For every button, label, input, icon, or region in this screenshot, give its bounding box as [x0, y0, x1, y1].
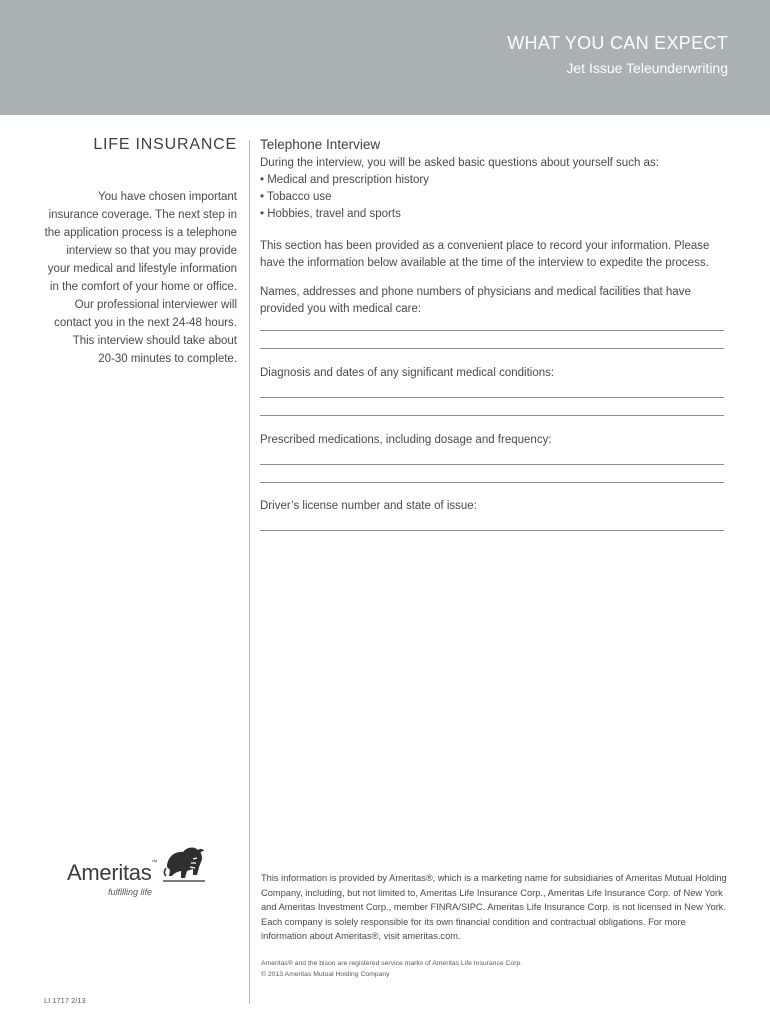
trademark-notice [261, 958, 727, 980]
column-divider [249, 140, 250, 1004]
interview-topics-list [260, 172, 724, 223]
interview-intro: During the interview, you will be asked basic questions about yourself such as: [260, 157, 659, 169]
page-subtitle: Jet Issue Teleunderwriting [566, 60, 728, 76]
medications-field-label: Prescribed medications, including dosage and frequency: [260, 434, 552, 446]
intro-line: You have chosen important [98, 191, 237, 203]
intro-line: contact you in the next 24-48 hours. [54, 317, 237, 329]
drivers-license-entry-line[interactable] [260, 530, 724, 531]
intro-line: Our professional interviewer will [74, 299, 237, 311]
instructions-text: This section has been provided as a convenient place to record your information. Please have the information below available at the time of the interview to expedite the process. [260, 240, 710, 269]
intro-line: 20-30 minutes to complete. [98, 353, 237, 365]
intro-line: interview so that you may provide [66, 245, 237, 257]
logo-wordmark: Ameritas™ [67, 860, 158, 885]
intro-line: This interview should take about [72, 335, 237, 347]
interview-section [260, 137, 724, 531]
page-title: WHAT YOU CAN EXPECT [507, 33, 728, 53]
disclaimer-text: This information is provided by Ameritas®, which is a marketing name for subsidiaries of Ameritas Mutual Holding Company, including, but not limited to, Ameritas Life Insurance Corp., Ameritas Life Insurance Corp. of New York and Ameritas Investment Corp., member FINRA/SIPC. Ameritas Life Insurance Corp. is not licensed in New York. Each company is solely responsible for its own financial condition and contractual obligations. For more information about Ameritas®, visit ameritas.com. [261, 873, 727, 941]
bison-icon [163, 845, 205, 883]
intro-paragraph [7, 188, 237, 368]
drivers-license-field-label: Driver’s license number and state of issue: [260, 500, 477, 512]
intro-line: your medical and lifestyle information [47, 263, 237, 275]
logo-tagline: fulfilling life [108, 887, 153, 897]
header-banner [0, 0, 770, 115]
intro-line: the application process is a telephone [44, 227, 237, 239]
physicians-field-label: Names, addresses and phone numbers of physicians and medical facilities that have provided you with medical care: [260, 286, 691, 315]
conditions-field-label: Diagnosis and dates of any significant medical conditions: [260, 367, 555, 379]
ameritas-logo [67, 843, 207, 903]
intro-line: insurance coverage. The next step in [48, 209, 237, 221]
list-item: • Medical and prescription history [260, 174, 429, 186]
form-code: LI 1717 2/13 [44, 996, 86, 1005]
interview-title: Telephone Interview [260, 137, 381, 152]
section-heading-life-insurance: LIFE INSURANCE [93, 136, 237, 153]
list-item: • Tobacco use [260, 191, 332, 203]
intro-line: in the comfort of your home or office. [49, 281, 237, 293]
trademark-line: Ameritas® and the bison are registered service marks of Ameritas Life Insurance Corp. [261, 960, 523, 967]
copyright-line: © 2013 Ameritas Mutual Holding Company [261, 971, 390, 978]
list-item: • Hobbies, travel and sports [260, 208, 401, 220]
